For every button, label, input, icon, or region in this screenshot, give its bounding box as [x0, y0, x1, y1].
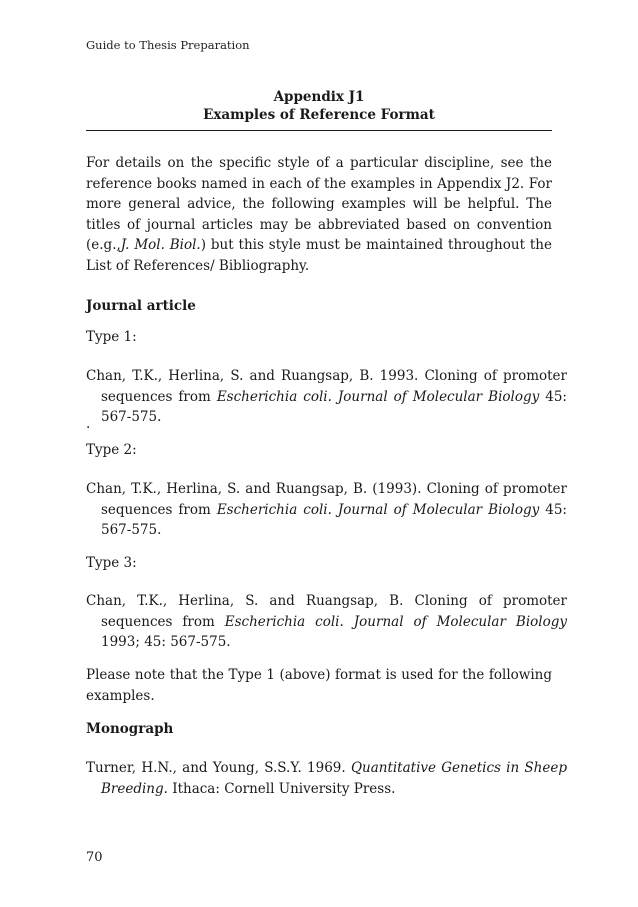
intro-paragraph — [86, 153, 552, 276]
type3-label: Type 3: — [86, 555, 137, 571]
type1-journal: Escherichia coli. Journal of Molecular Biology — [216, 388, 540, 405]
format-note: Please note that the Type 1 (above) format is used for the following examples. — [86, 667, 552, 704]
stray-mark: . — [86, 416, 91, 432]
intro-text-part1: For details on the specific style of a particular discipline, see the reference books named in each of the examples in Appendix J2. For more general advice, the following examples will be helpful. The titles of journal articles may be abbreviated based on convention (e.g., — [86, 155, 552, 253]
type2-reference — [86, 479, 567, 541]
type1-volume-pages: 45: 567-575. — [101, 388, 567, 425]
journal-article-heading: Journal article — [86, 298, 196, 314]
type2-authors: Chan, T.K., Herlina, S. and Ruangsap, B. (1993). Cloning of promoter sequences from — [86, 481, 567, 518]
intro-abbrev-example: J. Mol. Biol. — [120, 237, 201, 253]
intro-text-part2: ) but this style must be maintained throughout the List of References/ Bibliography. — [86, 237, 552, 274]
type3-journal: Escherichia coli. Journal of Molecular Biology — [224, 613, 567, 630]
type2-label: Type 2: — [86, 442, 137, 458]
monograph-title: Quantitative Genetics in Sheep Breeding. — [101, 760, 567, 797]
appendix-title — [86, 88, 552, 124]
type2-volume-pages: 45: 567-575. — [101, 501, 567, 538]
running-header: Guide to Thesis Preparation — [86, 38, 250, 52]
type1-authors: Chan, T.K., Herlina, S. and Ruangsap, B. 1993. Cloning of promoter sequences from — [86, 368, 567, 405]
monograph-heading: Monograph — [86, 721, 174, 737]
type3-authors: Chan, T.K., Herlina, S. and Ruangsap, B. Cloning of promoter sequences from — [86, 593, 567, 630]
type2-journal: Escherichia coli. Journal of Molecular Biology — [216, 501, 540, 518]
monograph-publisher: Ithaca: Cornell University Press. — [167, 780, 396, 797]
title-divider — [86, 130, 552, 131]
type3-volume-pages: 1993; 45: 567-575. — [101, 634, 231, 650]
title-line-1: Appendix J1 — [273, 89, 365, 105]
monograph-authors: Turner, H.N., and Young, S.S.Y. 1969. — [86, 760, 351, 776]
title-line-2: Examples of Reference Format — [203, 107, 435, 123]
type1-label: Type 1: — [86, 329, 137, 345]
page-number: 70 — [86, 850, 103, 865]
type3-reference — [86, 591, 567, 653]
monograph-reference — [86, 758, 567, 799]
